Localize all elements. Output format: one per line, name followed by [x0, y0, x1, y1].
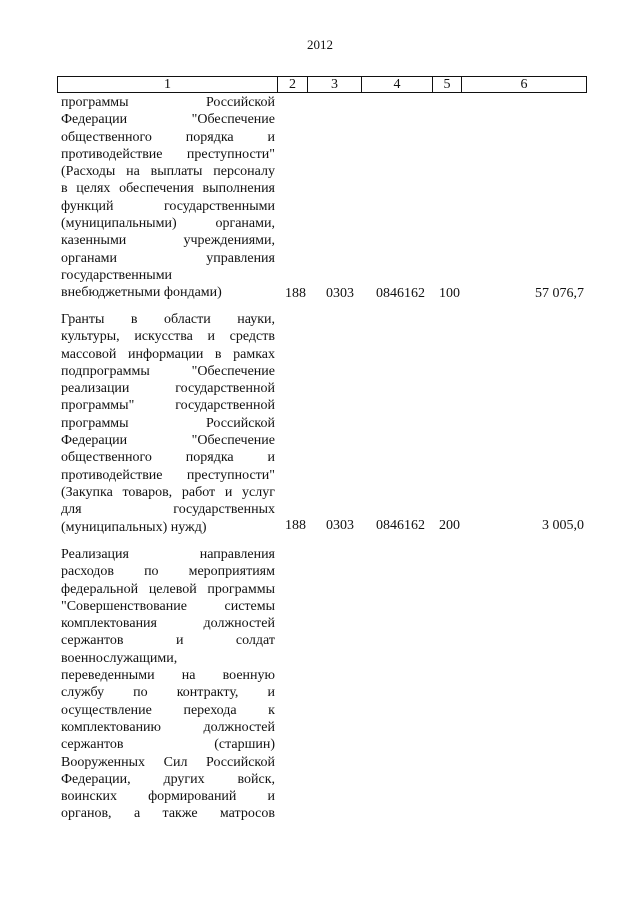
description-line: государственными [61, 267, 173, 283]
description-line: осуществление перехода к [61, 702, 275, 718]
description-line: подпрограммы "Обеспечение [61, 363, 275, 379]
section-code: 0303 [326, 286, 354, 301]
description-line: Федерации, других войск, [61, 771, 275, 787]
description-line: "Совершенствование системы [61, 598, 275, 614]
description-line: органами управления [61, 250, 275, 266]
description-line: внебюджетными фондами) [61, 285, 222, 301]
description-line: для государственных [61, 502, 275, 518]
description-line: сержантов (старшин) [61, 737, 275, 753]
description-line: комплектованию должностей [61, 719, 275, 735]
description-line: военнослужащими, [61, 650, 178, 666]
description-line: (муниципальных) нужд) [61, 519, 207, 535]
column-header-3: 3 [308, 77, 362, 93]
column-header-4: 4 [362, 77, 433, 93]
description-line: комплектования должностей [61, 616, 275, 632]
description-line: массовой информации в рамках [61, 346, 275, 362]
description-line: общественного порядка и [61, 129, 275, 145]
description-line: функций государственными [61, 198, 275, 214]
description-line: казенными учреждениями, [61, 233, 275, 249]
description-line: Реализация направления [61, 547, 275, 562]
description-line: (муниципальными) органами, [61, 216, 275, 232]
description-line: программы Российской [61, 95, 275, 110]
budget-entry-2 [61, 311, 275, 536]
description-line: программы" государственной [61, 398, 275, 414]
description-line: федеральной целевой программы [61, 581, 275, 597]
description-line: в целях обеспечения выполнения [61, 181, 275, 197]
ministry-code: 188 [285, 286, 306, 301]
column-header-1: 1 [58, 77, 278, 93]
column-header-row [58, 77, 587, 93]
description-line: программы Российской [61, 415, 275, 431]
amount-value: 57 076,7 [535, 286, 584, 301]
ministry-code: 188 [285, 518, 306, 533]
description-line: воинских формирований и [61, 789, 275, 805]
page-number: 2012 [307, 37, 333, 52]
description-line: органов, а также матросов [61, 806, 275, 822]
description-line: Гранты в области науки, [61, 312, 275, 327]
description-line: Федерации "Обеспечение [61, 112, 275, 128]
budget-entry-3 [61, 546, 275, 823]
expense-type-code: 200 [439, 518, 460, 533]
column-header-2: 2 [278, 77, 308, 93]
entry-description [61, 546, 275, 823]
description-line: (Закупка товаров, работ и услуг [61, 484, 275, 500]
column-header-6: 6 [462, 77, 587, 93]
column-header-table [57, 76, 587, 93]
description-line: (Расходы на выплаты персоналу [61, 164, 275, 180]
description-line: противодействие преступности" [61, 467, 275, 483]
description-line: расходов по мероприятиям [61, 564, 275, 580]
column-header-5: 5 [433, 77, 462, 93]
description-line: Федерации "Обеспечение [61, 433, 275, 449]
expense-type-code: 100 [439, 286, 460, 301]
description-line: противодействие преступности" [61, 146, 275, 162]
description-line: сержантов и солдат [61, 633, 275, 649]
description-line: Вооруженных Сил Российской [61, 754, 275, 770]
amount-value: 3 005,0 [542, 518, 584, 533]
description-line: культуры, искусства и средств [61, 329, 275, 345]
section-code: 0303 [326, 518, 354, 533]
target-code: 0846162 [376, 518, 425, 533]
description-line: службу по контракту, и [61, 685, 275, 701]
entry-description [61, 94, 275, 302]
target-code: 0846162 [376, 286, 425, 301]
budget-entry-1 [61, 94, 275, 302]
description-line: общественного порядка и [61, 450, 275, 466]
description-line: реализации государственной [61, 381, 275, 397]
description-line: переведенными на военную [61, 668, 275, 684]
entry-description [61, 311, 275, 536]
